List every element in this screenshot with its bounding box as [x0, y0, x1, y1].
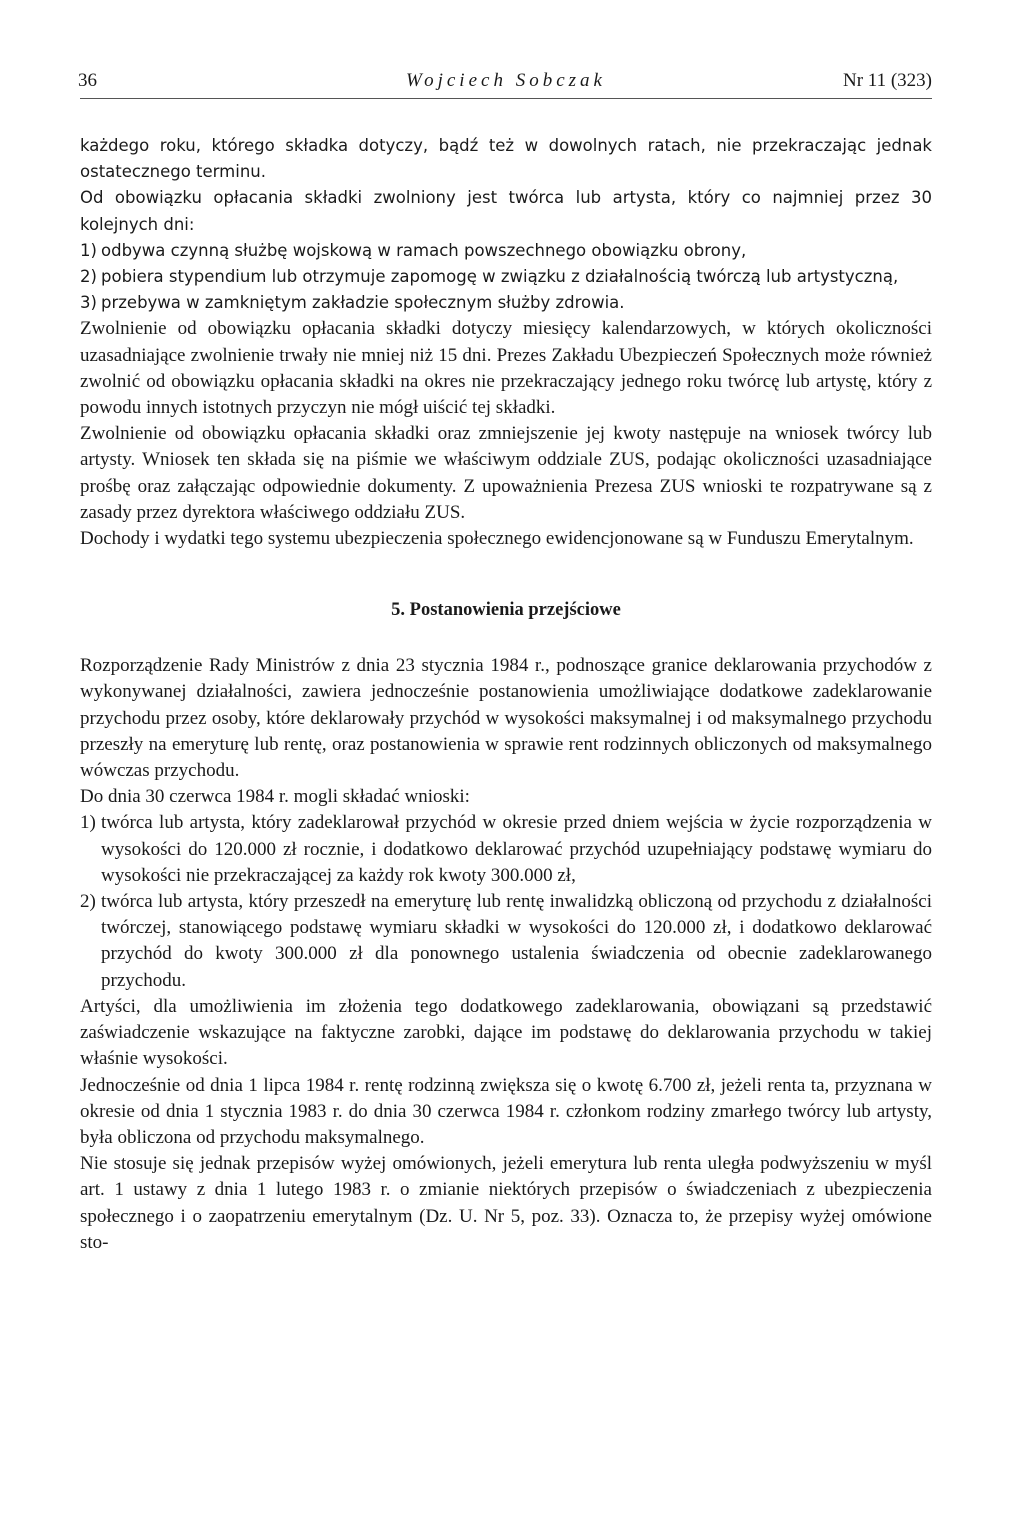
page-number: 36 [78, 70, 97, 91]
exemption-list [80, 238, 932, 317]
list-item [80, 238, 932, 264]
list-item-number: 2) [80, 267, 97, 287]
applicants-list [80, 810, 932, 993]
list-item [80, 264, 932, 290]
list-item [80, 290, 932, 316]
paragraph-certificate: Artyści, dla umożliwienia im złożenia tego dodatkowego zadeklarowania, obowiązani są przedstawić zaświadczenie wskazujące na faktyczne zarobki, dające im podstawę do deklarowania przychodu w takiej właśnie wysokości. [80, 995, 932, 1070]
section-transitional-text [80, 653, 932, 1256]
list-item-number: 1) [80, 240, 97, 260]
list-item [80, 889, 932, 994]
list-item [80, 810, 932, 889]
paragraph-fund: Dochody i wydatki tego systemu ubezpieczenia społecznego ewidencjonowane są w Funduszu Emerytalnym. [80, 528, 914, 550]
paragraph-exclusion: Nie stosuje się jednak przepisów wyżej omówionych, jeżeli emerytura lub renta uległa podwyższeniu w myśl art. 1 ustawy z dnia 1 lutego 1983 r. o zmianie niektórych przepisów o świadczeniach z ubezpieczenia społecznego i o zaopatrzeniu emerytalnym (Dz. U. Nr 5, poz. 33). Oznacza to, że przepisy wyżej omówione sto- [80, 1153, 932, 1253]
list-item-number: 1) [80, 812, 96, 834]
paragraph-exemption-intro: Od obowiązku opłacania składki zwolniony jest twórca lub artysta, który co najmniej przez 30 kolejnych dni: [80, 188, 932, 234]
section-heading: 5. Postanowienia przejściowe [391, 600, 621, 621]
paragraph-application: Zwolnienie od obowiązku opłacania składki oraz zmniejszenie jej kwoty następuje na wniosek twórcy lub artysty. Wniosek ten składa się na piśmie we właściwym oddziale ZUS, podając okoliczności uzasadniające prośbę oraz załączając odpowiednie dokumenty. Z upoważnienia Prezesa ZUS wnioski te rozpatrywane są z zasady przez dyrektora właściwego oddziału ZUS. [80, 423, 932, 523]
header-rule [80, 98, 932, 99]
document-page [80, 70, 932, 1256]
paragraph-continuation: każdego roku, którego składka dotyczy, bądź też w dowolnych ratach, nie przekraczając jednak ostatecznego terminu. [80, 136, 932, 182]
running-head [80, 70, 932, 96]
list-item-text: twórca lub artysta, który przeszedł na emeryturę lub rentę inwalidzką obliczoną od przychodu z działalności twórczej, stanowiącego podstawę wymiaru składki w wysokości do 120.000 zł, i dodatkowo deklarować przychód do kwoty 300.000 zł dla ponownego ustalenia świadczenia od obecnie zadeklarowanego przychodu. [101, 891, 932, 991]
paragraph-deadline: Do dnia 30 czerwca 1984 r. mogli składać wnioski: [80, 786, 470, 808]
list-item-text: przebywa w zamkniętym zakładzie społecznym służby zdrowia. [101, 293, 625, 313]
section-sans-text [80, 133, 932, 316]
author-name: Wojciech Sobczak [406, 70, 606, 91]
paragraph-regulation: Rozporządzenie Rady Ministrów z dnia 23 stycznia 1984 r., podnoszące granice deklarowania przychodów z wykonywanej działalności, zawiera jednocześnie postanowienia umożliwiające dodatkowe zadeklarowanie przychodu przez osoby, które deklarowały przychód w wysokości maksymalnej i od maksymalnego przychodu przeszły na emeryturę lub rentę, oraz postanowienia w sprawie rent rodzinnych obliczonych od maksymalnego wówczas przychodu. [80, 655, 932, 782]
issue-number: Nr 11 (323) [843, 70, 932, 91]
paragraph-family-pension: Jednocześnie od dnia 1 lipca 1984 r. rentę rodzinną zwiększa się o kwotę 6.700 zł, jeżeli renta ta, przyznana w okresie od dnia 1 stycznia 1983 r. do dnia 30 czerwca 1984 r. członkom rodziny zmarłego twórcy lub artysty, była obliczona od przychodu maksymalnego. [80, 1074, 932, 1148]
section-serif-text [80, 316, 932, 552]
list-item-text: twórca lub artysta, który zadeklarował przychód w okresie przed dniem wejścia w życie rozporządzenia w wysokości do 120.000 zł rocznie, i dodatkowo deklarować przychód uzupełniający podstawę wymiaru do wysokości nie przekraczającej za każdy rok kwoty 300.000 zł, [101, 812, 932, 886]
list-item-number: 3) [80, 293, 97, 313]
list-item-text: odbywa czynną służbę wojskową w ramach powszechnego obowiązku obrony, [101, 240, 747, 260]
paragraph-exemption-months: Zwolnienie od obowiązku opłacania składki dotyczy miesięcy kalendarzowych, w których okoliczności uzasadniające zwolnienie trwały nie mniej niż 15 dni. Prezes Zakładu Ubezpieczeń Społecznych może również zwolnić od obowiązku opłacania składki na okres nie przekraczający jednego roku twórcę lub artystę, który z powodu innych istotnych przyczyn nie mógł uiścić tej składki. [80, 318, 932, 419]
list-item-number: 2) [80, 891, 96, 913]
list-item-text: pobiera stypendium lub otrzymuje zapomogę w związku z działalnością twórczą lub artystyczną, [101, 267, 899, 287]
